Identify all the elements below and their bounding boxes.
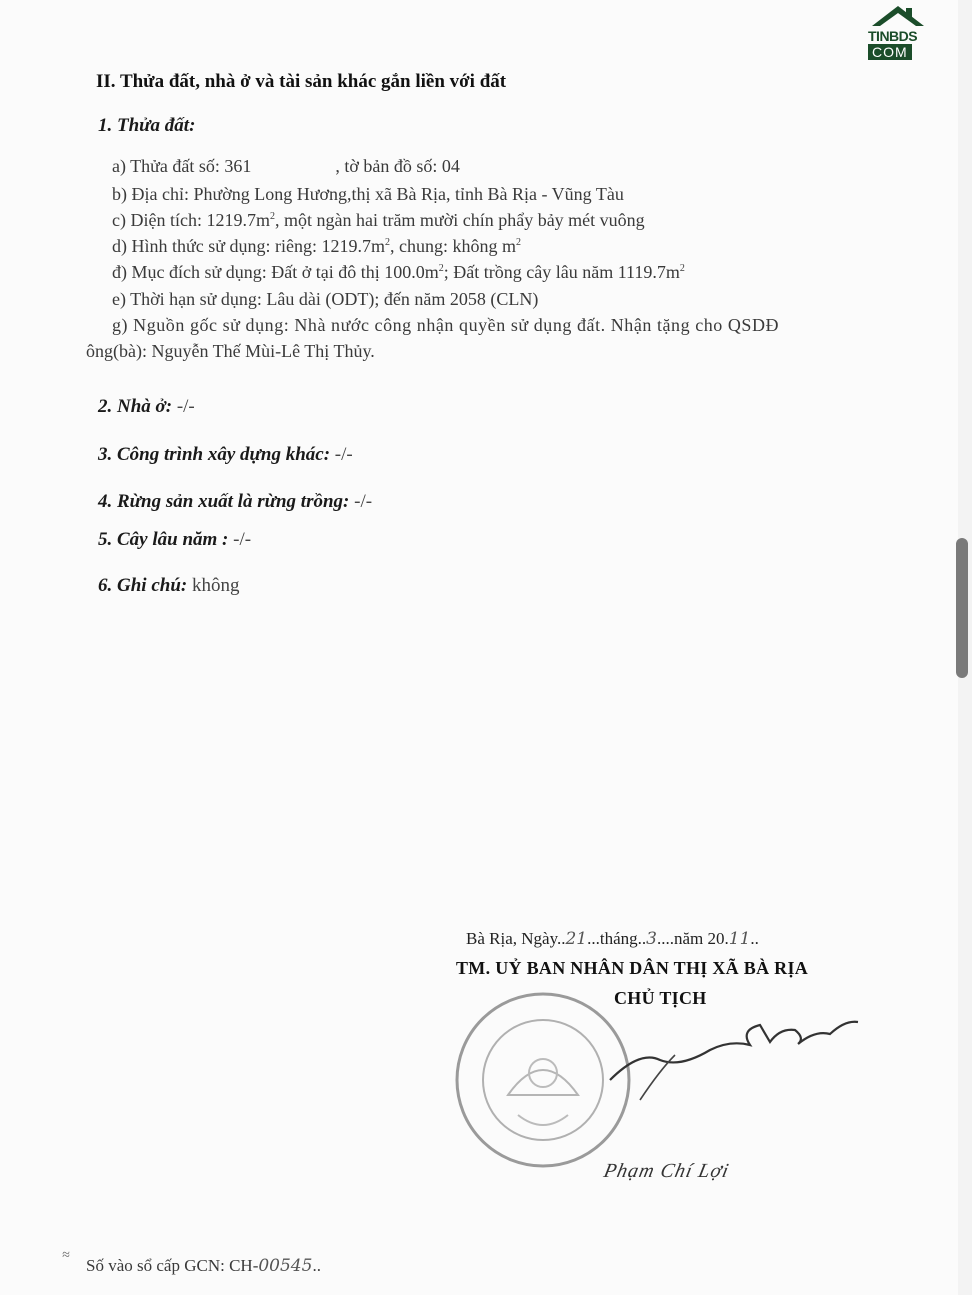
section-3-title: 3. Công trình xây dựng khác:	[98, 444, 331, 465]
section-5-title: 5. Cây lâu năm :	[98, 529, 229, 550]
usage-private: d) Hình thức sử dụng: riêng: 1219.7m	[112, 236, 385, 256]
certificate-code: 00545	[258, 1256, 313, 1276]
section-2	[98, 396, 195, 418]
line-b-address: b) Địa chỉ: Phường Long Hương,thị xã Bà Rịa, tỉnh Bà Rịa - Vũng Tàu	[112, 184, 624, 204]
usage-shared: , chung: không m	[390, 236, 516, 256]
section-6-value: không	[187, 575, 240, 596]
section-6	[98, 575, 239, 597]
sup: 2	[269, 211, 275, 222]
sup: 2	[438, 263, 444, 274]
scrollbar-thumb[interactable]	[956, 538, 968, 678]
map-sheet-number: , tờ bản đồ số: 04	[335, 156, 460, 176]
place-date-prefix: Bà Rịa, Ngày..	[466, 929, 566, 948]
place-date	[466, 929, 759, 949]
tinbds-logo[interactable]	[866, 4, 930, 62]
logo-text-top: TINBDS	[868, 28, 918, 44]
sup: 2	[385, 237, 390, 248]
area-value: c) Diện tích: 1219.7m	[112, 210, 270, 230]
line-d-usage-form	[112, 236, 521, 257]
sup: 2	[516, 237, 521, 248]
chairman-title: CHỦ TỊCH	[614, 988, 707, 1008]
place-date-suffix: ..	[750, 929, 759, 948]
area-words: , một ngàn hai trăm mười chín phẩy bảy mét vuông	[274, 210, 645, 230]
certificate-dots: ..	[312, 1256, 321, 1275]
signature-icon	[600, 1000, 870, 1110]
certificate-label: Số vào sổ cấp GCN: CH-	[86, 1256, 259, 1275]
place-date-month-label: ...tháng..	[587, 929, 647, 948]
scan-mark: ≈	[62, 1248, 70, 1263]
section-3	[98, 444, 353, 466]
certificate-number	[86, 1256, 321, 1276]
section-4-title: 4. Rừng sản xuất là rừng trồng:	[98, 491, 350, 512]
section-1-title: 1. Thửa đất:	[98, 115, 196, 136]
purpose-perennial: ; Đất trồng cây lâu năm 1119.7m	[443, 262, 680, 282]
line-g-owner: ông(bà): Nguyễn Thế Mùi-Lê Thị Thủy.	[86, 341, 375, 361]
section-4-value: -/-	[349, 491, 373, 512]
section-heading: II. Thửa đất, nhà ở và tài sản khác gắn liền với đất	[96, 71, 507, 92]
line-a	[112, 156, 460, 177]
section-5	[98, 529, 251, 551]
committee-title: TM. UỶ BAN NHÂN DÂN THỊ XÃ BÀ RỊA	[456, 958, 809, 978]
sup: 2	[679, 263, 685, 274]
signer-name: Phạm Chí Lợi	[601, 1160, 732, 1182]
section-5-value: -/-	[228, 529, 252, 550]
date-day: 21	[565, 929, 588, 949]
line-g-origin: g) Nguồn gốc sử dụng: Nhà nước công nhận quyền sử dụng đất. Nhận tặng cho QSDĐ	[112, 315, 780, 335]
date-year: 11	[728, 929, 751, 949]
date-month: 3	[646, 929, 657, 949]
purpose-residential: đ) Mục đích sử dụng: Đất ở tại đô thị 100.0m	[112, 262, 439, 282]
section-2-value: -/-	[172, 396, 195, 417]
section-3-value: -/-	[330, 444, 353, 465]
section-4	[98, 491, 372, 513]
section-2-title: 2. Nhà ở:	[98, 396, 173, 417]
section-6-title: 6. Ghi chú:	[98, 575, 188, 596]
logo-text-bottom: COM	[868, 44, 912, 60]
line-e-term: e) Thời hạn sử dụng: Lâu dài (ODT); đến năm 2058 (CLN)	[112, 289, 539, 309]
parcel-number: a) Thửa đất số: 361	[112, 156, 252, 176]
line-dd-purpose	[112, 262, 685, 283]
place-date-year-label: ....năm 20.	[656, 929, 729, 948]
line-c-area	[112, 210, 645, 231]
